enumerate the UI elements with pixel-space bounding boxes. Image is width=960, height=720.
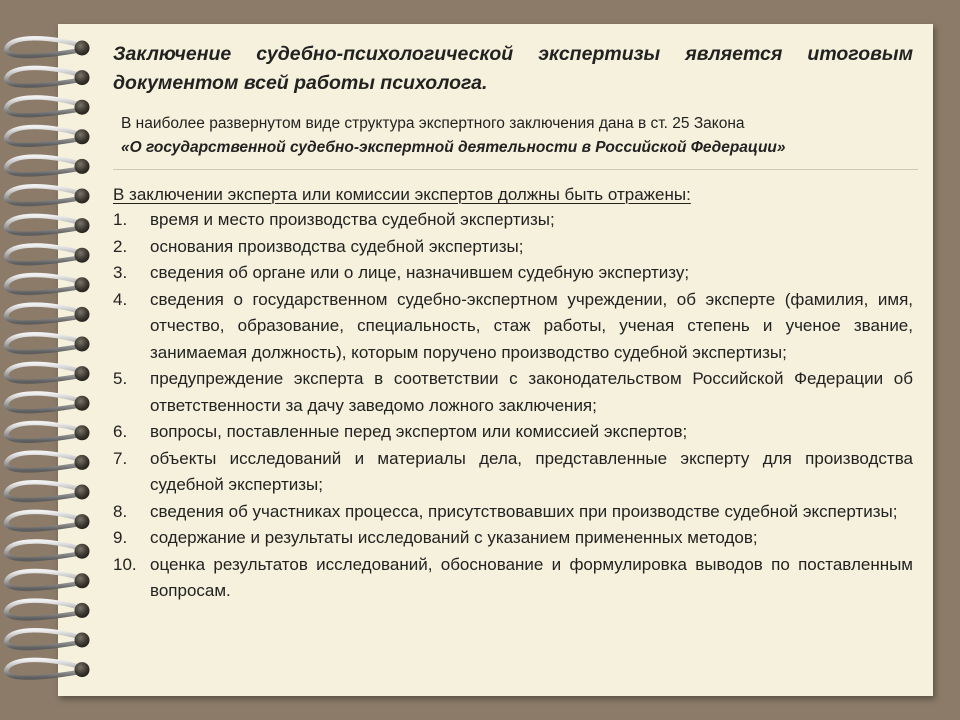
spiral-binding-icon [0, 0, 110, 720]
spiral-ring [6, 482, 90, 500]
spiral-ring [6, 275, 90, 293]
spiral-ring [6, 334, 90, 352]
list-item-text: вопросы, поставленные перед экспертом или комиссией экспертов; [150, 422, 688, 441]
list-item-number: 2. [113, 236, 128, 256]
spiral-ring [6, 423, 90, 441]
list-item [113, 260, 913, 287]
spiral-ring [6, 216, 90, 234]
spiral-ring [6, 393, 90, 411]
list-item [113, 446, 913, 499]
list-item-number: 10. [113, 554, 137, 574]
list-item-text: объекты исследований и материалы дела, представленные эксперту для производства судебной экспертизы; [150, 448, 913, 494]
list-item [113, 525, 913, 552]
list-item [113, 552, 913, 605]
spiral-ring [6, 571, 90, 589]
intro-paragraph [121, 112, 913, 160]
list-item [113, 419, 913, 446]
list-item [113, 234, 913, 261]
list-item-text: сведения об органе или о лице, назначившем судебную экспертизу; [150, 263, 690, 282]
spiral-ring [6, 68, 90, 86]
list-item-text: предупреждение эксперта в соответствии с законодательством Российской Федерации об ответственности за дачу заведомо ложного заключения; [150, 369, 913, 415]
spiral-ring [6, 38, 90, 56]
list-item [113, 287, 913, 367]
page-content [113, 40, 913, 605]
spiral-ring [6, 601, 90, 619]
list-item-text: сведения об участниках процесса, присутствовавших при производстве судебной экспертизы; [150, 501, 898, 521]
spiral-ring [6, 245, 90, 263]
list-lead: В заключении эксперта или комиссии экспертов должны быть отражены: [113, 185, 691, 204]
list-item [113, 207, 913, 234]
spiral-ring [6, 453, 90, 471]
list-item-number: 4. [113, 289, 128, 309]
list-item-number: 3. [113, 263, 128, 282]
spiral-ring [6, 186, 90, 204]
intro-text: В наиболее развернутом виде структура экспертного заключения дана в ст. 25 Закона [121, 115, 745, 132]
requirements-list [113, 207, 913, 605]
list-item-text: содержание и результаты исследований с указанием примененных методов; [150, 528, 758, 547]
spiral-ring [6, 630, 90, 648]
list-item [113, 499, 913, 526]
spiral-ring [6, 305, 90, 323]
list-item-text: основания производства судебной экспертизы; [150, 236, 524, 256]
list-item-number: 9. [113, 528, 128, 547]
divider [113, 169, 918, 170]
spiral-ring [6, 97, 90, 115]
list-item-text: оценка результатов исследований, обоснование и формулировка выводов по поставленным вопросам. [150, 554, 913, 600]
spiral-ring [6, 660, 90, 678]
list-item [113, 366, 913, 419]
list-item-number: 7. [113, 448, 128, 468]
law-title: «О государственной судебно-экспертной деятельности в Российской Федерации» [121, 139, 786, 156]
page-title: Заключение судебно-психологической экспертизы является итоговым документом всей работы психолога. [113, 43, 913, 94]
list-item-number: 5. [113, 369, 128, 388]
spiral-ring [6, 157, 90, 175]
list-item-text: сведения о государственном судебно-экспертном учреждении, об эксперте (фамилия, имя, отчество, образование, специальность, стаж работы, ученая степень и ученое звание, занимаемая должность), которым поручено производство судебной экспертизы; [150, 289, 913, 362]
list-item-number: 8. [113, 501, 128, 521]
list-item-text: время и место производства судебной экспертизы; [150, 210, 555, 229]
spiral-ring [6, 364, 90, 382]
list-item-number: 6. [113, 422, 128, 441]
spiral-ring [6, 541, 90, 559]
spiral-ring [6, 512, 90, 530]
spiral-ring [6, 127, 90, 145]
list-item-number: 1. [113, 210, 128, 229]
